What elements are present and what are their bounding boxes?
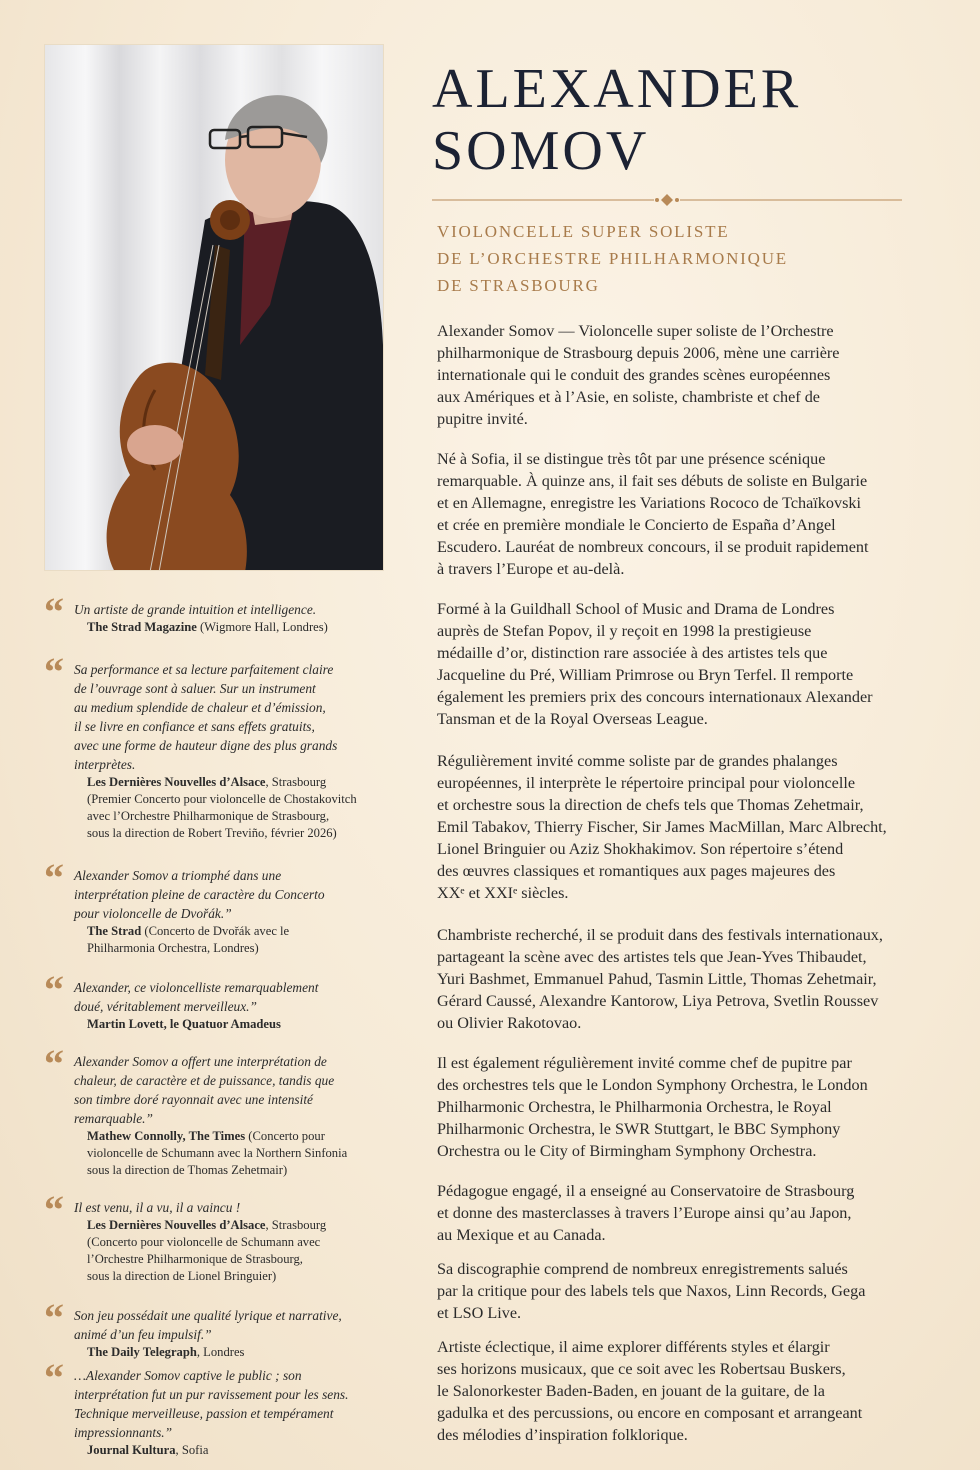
portrait-photo [44,44,384,571]
bio-line: XXᵉ et XXIᵉ siècles. [437,884,569,902]
bio-line: des orchestres tels que le London Symphony Orchestra, le London [437,1076,868,1094]
quote-source-line: violoncelle de Schumann avec la Northern Sinfonia [87,1146,348,1160]
bio-line: Gérard Caussé, Alexandre Kantorow, Liya Petrova, Svetlin Roussev [437,992,879,1010]
bio-line: Formé à la Guildhall School of Music and Drama de Londres [437,600,835,618]
quote-source [87,1016,389,1033]
bio-line: le Salonorkester Baden-Baden, en jouant de la guitare, de la [437,1382,825,1400]
quote-text [74,600,389,619]
name-line-last: SOMOV [432,120,650,182]
quote-source-line: l’Orchestre Philharmonique de Strasbourg, [87,1252,303,1266]
quote-line: avec une forme de hauteur digne des plus grands [74,738,338,753]
press-quote [44,967,389,1033]
bio-line: philharmonique de Strasbourg depuis 2006, mène une carrière [437,344,840,362]
bio-line: auprès de Stefan Popov, il y reçoit en 1998 la prestigieuse [437,622,812,640]
quote-source-detail: , Sofia [175,1443,209,1457]
quote-source-name: Martin Lovett, le Quatuor Amadeus [87,1017,281,1031]
quote-source-line: sous la direction de Lionel Bringuier) [87,1269,277,1283]
bio-line: Tansman et de la Royal Overseas League. [437,710,708,728]
quote-line: Alexander Somov a offert une interprétation de [74,1054,327,1069]
bio-line: Yuri Bashmet, Emmanuel Pahud, Tasmin Little, Thomas Zehetmair, [437,970,877,988]
quote-source-line: sous la direction de Thomas Zehetmair) [87,1163,288,1177]
bio-line: Chambriste recherché, il se produit dans des festivals internationaux, [437,926,883,944]
bio-line: Artiste éclectique, il aime explorer différents styles et élargir [437,1338,830,1356]
quote-line: de l’ouvrage sont à saluer. Sur un instrument [74,681,316,696]
quote-source-detail: , Londres [196,1345,245,1359]
quote-source-name: Les Dernières Nouvelles d’Alsace [87,775,266,789]
bio-line: Escudero. Lauréat de nombreux concours, il se produit rapidement [437,538,869,556]
quote-mark-icon: “ [44,1295,64,1340]
bio-line: Pédagogue engagé, il a enseigné au Conservatoire de Strasbourg [437,1182,855,1200]
subtitle-line: DE STRASBOURG [437,276,600,295]
quote-line: animé d’un feu impulsif.” [74,1327,212,1342]
quote-source-name: Mathew Connolly, The Times [87,1129,246,1143]
bio-line: à travers l’Europe et au-delà. [437,560,625,578]
quote-line: au medium splendide de chaleur et d’émission, [74,700,326,715]
bio-line: aux Amériques et à l’Asie, en soliste, chambriste et chef de [437,388,820,406]
bio-line: par la critique pour des labels tels que Naxos, Linn Records, Gega [437,1282,866,1300]
press-quote [44,855,389,957]
quote-mark-icon: “ [44,855,64,900]
quote-line: interprétation fut un pur ravissement pour les sens. [74,1387,349,1402]
quote-source [87,1217,389,1285]
press-quote [44,1041,389,1179]
quote-source-line: (Concerto pour violoncelle de Schumann avec [87,1235,321,1249]
quote-line: impressionnants.” [74,1425,173,1440]
quote-text [74,866,389,923]
press-quote [44,1355,389,1459]
bio-line: et donne des masterclasses à travers l’Europe ainsi qu’au Japon, [437,1204,852,1222]
bio-line: et orchestre sous la direction de chefs tels que Thomas Zehetmair, [437,796,864,814]
quote-source [87,1128,389,1179]
bio-line: Sa discographie comprend de nombreux enregistrements salués [437,1260,848,1278]
quote-source-detail: , Strasbourg [265,775,327,789]
press-quote [44,1295,389,1361]
bio-line: des œuvres classiques et romantiques aux pages majeures des [437,862,836,880]
bio-line: Philharmonic Orchestra, le Philharmonia Orchestra, le Royal [437,1098,832,1116]
press-quote [44,649,389,842]
quote-source-name: The Strad Magazine [87,620,197,634]
bio-line: Régulièrement invité comme soliste par de grandes phalanges [437,752,838,770]
bio-line: ses horizons musicaux, que ce soit avec les Robertsau Buskers, [437,1360,846,1378]
quote-line: remarquable.” [74,1111,153,1126]
artist-name [432,58,952,182]
quote-mark-icon: “ [44,1187,64,1232]
quote-line: Un artiste de grande intuition et intelligence. [74,602,317,617]
quote-text [74,1052,389,1128]
quote-line: il se livre en confiance et sans effets gratuits, [74,719,315,734]
bio-line: Alexander Somov — Violoncelle super soliste de l’Orchestre [437,322,834,340]
quote-text [74,1306,389,1344]
quote-source-detail: (Concerto pour [245,1129,325,1143]
quote-line: chaleur, de caractère et de puissance, tandis que [74,1073,335,1088]
bio-line: Orchestra ou le City of Birmingham Symphony Orchestra. [437,1142,817,1160]
bio-line: gadulka et des percussions, ou encore en composant et arrangeant [437,1404,863,1422]
bio-paragraph [437,320,937,430]
cellist-portrait-icon [45,45,384,571]
bio-line: remarquable. À quinze ans, il fait ses débuts de soliste en Bulgarie [437,472,868,490]
bio-paragraph [437,924,937,1034]
bio-line: et crée en première mondiale le Concierto de España d’Angel [437,516,836,534]
quote-line: son timbre doré rayonnait avec une intensité [74,1092,313,1107]
quote-source-detail: (Wigmore Hall, Londres) [196,620,328,634]
quote-line: Sa performance et sa lecture parfaitement claire [74,662,334,677]
quote-mark-icon: “ [44,967,64,1012]
quote-source-line: (Premier Concerto pour violoncelle de Chostakovitch [87,792,357,806]
name-line-first: ALEXANDER [432,58,802,120]
bio-line: internationale qui le conduit des grandes scènes européennes [437,366,831,384]
quote-line: interprètes. [74,757,136,772]
quote-source [87,923,389,957]
subtitle-line: VIOLONCELLE SUPER SOLISTE [437,222,730,241]
bio-line: européennes, il interprète le répertoire principal pour violoncelle [437,774,855,792]
quote-source [87,1442,389,1459]
quote-line: Technique merveilleuse, passion et tempérament [74,1406,334,1421]
bio-line: Jacqueline du Pré, William Primrose ou Bryn Terfel. Il remporte [437,666,854,684]
bio-line: au Mexique et au Canada. [437,1226,606,1244]
quote-line: Alexander Somov a triomphé dans une [74,868,282,883]
bio-line: Né à Sofia, il se distingue très tôt par une présence scénique [437,450,826,468]
bio-line: ou Olivier Rakotovao. [437,1014,582,1032]
press-quote [44,1187,389,1285]
quote-source-line: avec l’Orchestre Philharmonique de Strasbourg, [87,809,330,823]
bio-paragraph [437,1180,937,1246]
bio-line: médaille d’or, distinction rare associée à des artistes tels que [437,644,828,662]
quote-source [87,774,389,842]
bio-paragraph [437,448,937,580]
quote-line: doué, véritablement merveilleux.” [74,999,257,1014]
bio-line: pupitre invité. [437,410,528,428]
quote-line: Son jeu possédait une qualité lyrique et narrative, [74,1308,342,1323]
quote-line: Alexander, ce violoncelliste remarquablement [74,980,319,995]
bio-line: Emil Tabakov, Thierry Fischer, Sir James MacMillan, Marc Albrecht, [437,818,887,836]
quote-line: pour violoncelle de Dvořák.” [74,906,232,921]
bio-paragraph [437,1258,937,1324]
bio-line: Il est également régulièrement invité comme chef de pupitre par [437,1054,852,1072]
ornament-divider-icon [432,192,902,208]
quote-source-name: Journal Kultura [87,1443,176,1457]
bio-line: partageant la scène avec des artistes tels que Jean-Yves Thibaudet, [437,948,867,966]
bio-paragraph [437,1336,937,1446]
bio-line: et en Allemagne, enregistre les Variations Rococo de Tchaïkovski [437,494,861,512]
quote-text [74,978,389,1016]
bio-paragraph [437,1052,937,1162]
quote-source [87,619,389,636]
bio-line: et LSO Live. [437,1304,522,1322]
quote-line: interprétation pleine de caractère du Concerto [74,887,325,902]
quote-source-name: Les Dernières Nouvelles d’Alsace [87,1218,266,1232]
quote-line: …Alexander Somov captive le public ; son [74,1368,302,1383]
quote-mark-icon: “ [44,1041,64,1086]
role-subtitle [437,218,917,299]
quote-text [74,1198,389,1217]
bio-paragraph [437,598,937,730]
quote-source [87,1344,389,1361]
quote-source-line: Philharmonia Orchestra, Londres) [87,941,259,955]
quote-line: Il est venu, il a vu, il a vaincu ! [74,1200,241,1215]
quote-mark-icon: “ [44,589,64,634]
quote-mark-icon: “ [44,649,64,694]
subtitle-line: DE L’ORCHESTRE PHILHARMONIQUE [437,249,788,268]
bio-line: Lionel Bringuier ou Aziz Shokhakimov. Son répertoire s’étend [437,840,844,858]
quote-source-detail: , Strasbourg [265,1218,327,1232]
press-quote [44,589,389,636]
quote-mark-icon: “ [44,1355,64,1400]
quote-source-line: sous la direction de Robert Treviño, février 2026) [87,826,337,840]
quote-text [74,1366,389,1442]
quote-source-name: The Daily Telegraph [87,1345,197,1359]
bio-paragraph [437,750,937,904]
bio-line: des mélodies d’inspiration folklorique. [437,1426,688,1444]
quote-text [74,660,389,774]
bio-line: Philharmonic Orchestra, le SWR Stuttgart, le BBC Symphony [437,1120,841,1138]
quote-source-name: The Strad [87,924,142,938]
bio-line: également les premiers prix des concours internationaux Alexander [437,688,873,706]
quote-source-detail: (Concerto de Dvořák avec le [141,924,290,938]
